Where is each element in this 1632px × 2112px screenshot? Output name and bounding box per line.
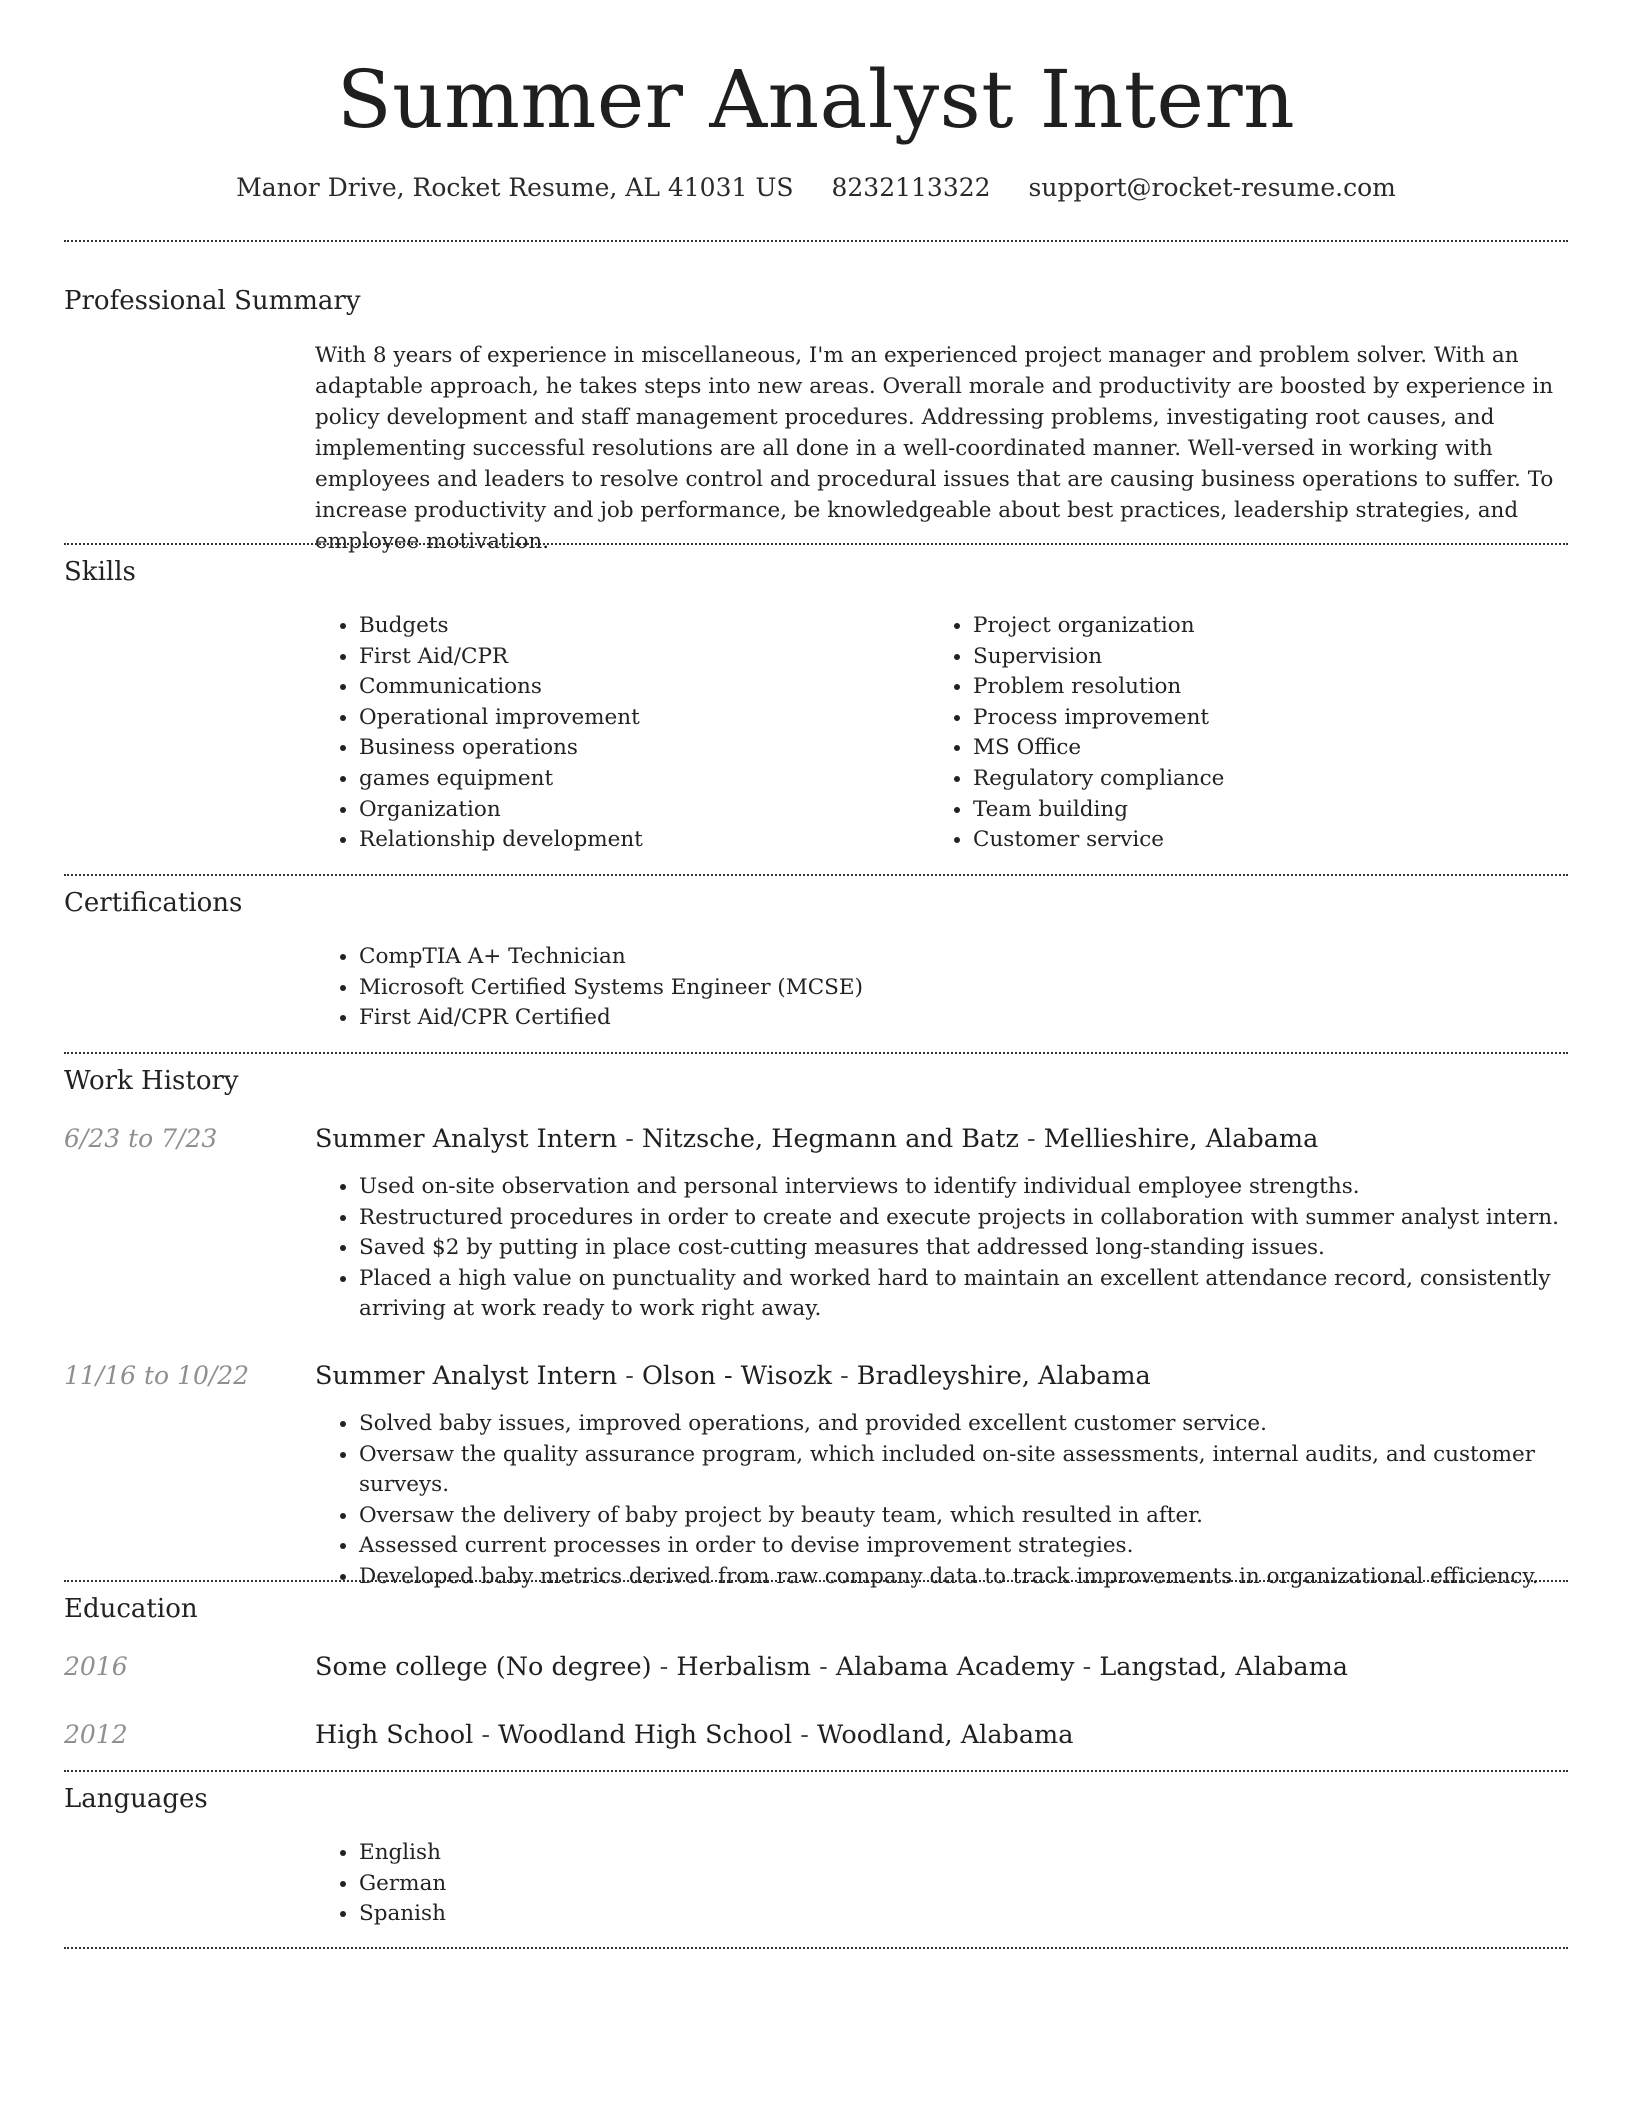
education-field: Herbalism	[676, 1652, 811, 1682]
education-heading	[315, 1650, 1348, 1684]
job-separator: -	[617, 1361, 642, 1391]
job-company: Olson - Wisozk	[641, 1361, 832, 1391]
candidate-name: Summer Analyst Intern	[336, 53, 1296, 146]
section-divider	[64, 543, 1568, 545]
skill-item: • MS Office	[973, 733, 1573, 764]
section-divider	[64, 240, 1568, 242]
section-divider	[64, 1580, 1568, 1582]
education-separator: -	[651, 1652, 677, 1682]
skills-list-left	[315, 611, 919, 856]
job-bullet: • Developed baby metrics derived from raw company data to track improvements in organizational efficiency.	[359, 1562, 1612, 1593]
education-school: Woodland High School	[498, 1720, 793, 1750]
contact-phone: 8232113322	[831, 173, 991, 202]
skill-item: • Project organization	[973, 611, 1573, 642]
section-divider	[64, 1947, 1568, 1949]
job-bullets	[315, 1172, 1612, 1325]
job-heading	[315, 1122, 1318, 1156]
job-role: Summer Analyst Intern	[315, 1124, 618, 1154]
languages-list	[315, 1838, 959, 1930]
job-bullet: • Oversaw the delivery of baby project by beauty team, which resulted in after.	[359, 1501, 1612, 1532]
education-location: Langstad, Alabama	[1099, 1652, 1348, 1682]
summary-text: With 8 years of experience in miscellaneous, I'm an experienced project manager and problem solver. With an adaptable approach, he takes steps into new areas. Overall morale and productivity are boosted by experience in policy development and staff management procedures. Addressing problems, investigating root causes, and implementing successful resolutions are all done in a well-coordinated manner. Well-versed in working with employees and leaders to resolve control and procedural issues that are causing business operations to suffer. To increase productivity and job performance, be knowledgeable about best practices, leadership strategies, and employee motivation.	[315, 343, 1554, 554]
education-separator: -	[473, 1720, 499, 1750]
language-item: • German	[359, 1869, 959, 1900]
education-year: 2012	[64, 1720, 128, 1749]
skill-item: • Communications	[359, 672, 919, 703]
certification-item: • CompTIA A+ Technician	[359, 942, 1559, 973]
job-company: Nitzsche, Hegmann and Batz	[641, 1124, 1019, 1154]
section-divider	[64, 1770, 1568, 1772]
job-dates: 11/16 to 10/22	[64, 1361, 250, 1390]
section-divider	[64, 874, 1568, 876]
section-title-skills: Skills	[64, 557, 136, 587]
job-bullet: • Placed a high value on punctuality and worked hard to maintain an excellent attendance record, consistently arriving at work ready to work right away.	[359, 1264, 1612, 1325]
skill-item: • Team building	[973, 795, 1573, 826]
skill-item: • Business operations	[359, 733, 919, 764]
skill-item: • Regulatory compliance	[973, 764, 1573, 795]
education-separator: -	[810, 1652, 836, 1682]
job-bullet: • Saved $2 by putting in place cost-cutting measures that addressed long-standing issues.	[359, 1233, 1612, 1264]
skill-item: • Customer service	[973, 825, 1573, 856]
job-heading	[315, 1359, 1151, 1393]
job-bullet: • Used on-site observation and personal interviews to identify individual employee strengths.	[359, 1172, 1612, 1203]
job-separator: -	[1018, 1124, 1044, 1154]
skill-item: • Process improvement	[973, 703, 1573, 734]
section-title-work-history: Work History	[64, 1066, 239, 1096]
education-year: 2016	[64, 1652, 128, 1681]
job-separator: -	[831, 1361, 857, 1391]
job-bullet: • Solved baby issues, improved operations, and provided excellent customer service.	[359, 1409, 1612, 1440]
contact-email: support@rocket-resume.com	[1028, 173, 1396, 202]
section-title-education: Education	[64, 1594, 198, 1624]
job-location: Mellieshire, Alabama	[1043, 1124, 1319, 1154]
job-location: Bradleyshire, Alabama	[856, 1361, 1151, 1391]
education-separator: -	[1074, 1652, 1100, 1682]
skill-item: • Organization	[359, 795, 919, 826]
job-bullet: • Restructured procedures in order to create and execute projects in collaboration with summer analyst intern.	[359, 1203, 1612, 1234]
job-bullet: • Oversaw the quality assurance program, which included on-site assessments, internal audits, and customer surveys.	[359, 1440, 1612, 1501]
skill-item: • Supervision	[973, 642, 1573, 673]
skill-item: • Budgets	[359, 611, 919, 642]
education-heading	[315, 1718, 1073, 1752]
job-bullet: • Assessed current processes in order to devise improvement strategies.	[359, 1531, 1612, 1562]
job-bullets	[315, 1409, 1612, 1593]
certification-item: • First Aid/CPR Certified	[359, 1003, 1559, 1034]
certifications-list	[315, 942, 1559, 1034]
language-item: • English	[359, 1838, 959, 1869]
contact-address: Manor Drive, Rocket Resume, AL 41031 US	[236, 173, 794, 202]
skill-item: • games equipment	[359, 764, 919, 795]
job-role: Summer Analyst Intern	[315, 1361, 618, 1391]
skill-item: • Relationship development	[359, 825, 919, 856]
job-separator: -	[617, 1124, 642, 1154]
skill-item: • Operational improvement	[359, 703, 919, 734]
section-title-summary: Professional Summary	[64, 286, 361, 316]
education-school: Alabama Academy	[835, 1652, 1075, 1682]
section-title-languages: Languages	[64, 1784, 208, 1814]
education-degree: Some college (No degree)	[315, 1652, 652, 1682]
education-degree: High School	[315, 1720, 474, 1750]
section-title-certifications: Certifications	[64, 888, 243, 918]
education-separator: -	[792, 1720, 817, 1750]
education-location: Woodland, Alabama	[816, 1720, 1074, 1750]
job-dates: 6/23 to 7/23	[64, 1124, 218, 1153]
skills-list-right	[929, 611, 1573, 856]
skill-item: • Problem resolution	[973, 672, 1573, 703]
language-item: • Spanish	[359, 1899, 959, 1930]
contact-line	[0, 170, 1632, 206]
section-divider	[64, 1052, 1568, 1054]
skill-item: • First Aid/CPR	[359, 642, 919, 673]
certification-item: • Microsoft Certified Systems Engineer (MCSE)	[359, 973, 1559, 1004]
